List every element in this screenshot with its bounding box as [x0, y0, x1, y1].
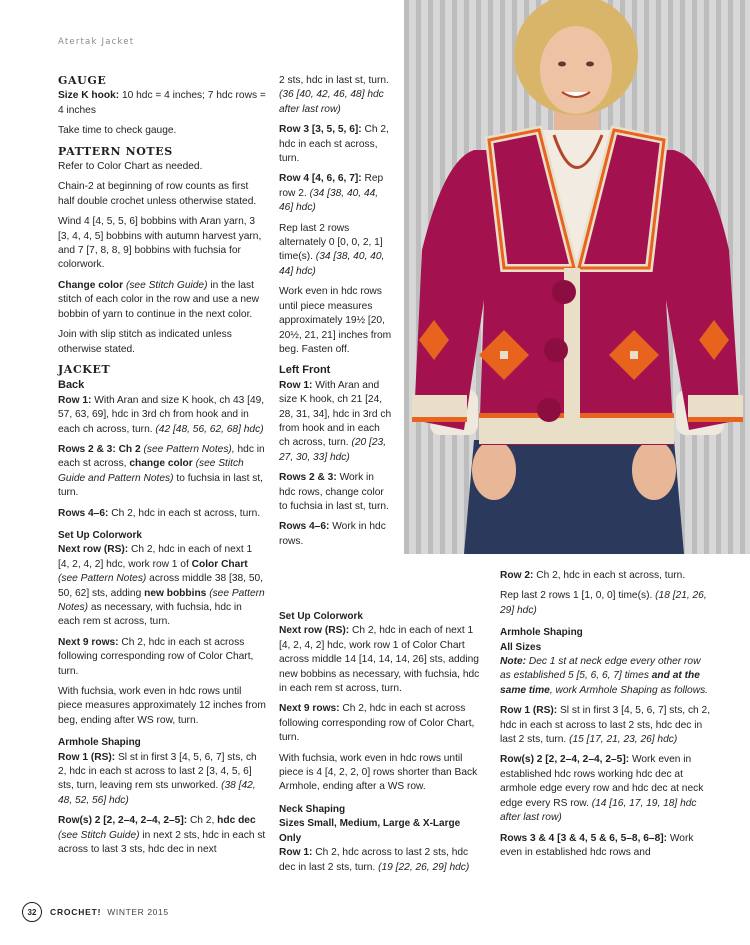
column-2-lower — [279, 610, 485, 881]
button-2 — [544, 338, 568, 362]
note-4: Change color (see Stitch Guide) in the last stitch of each color in the row and use a new bobbin of yarn to continue in the next color. — [58, 279, 260, 320]
back-row-3: Row 3 [3, 5, 5, 6]: Ch 2, hdc in each st across, turn. — [279, 124, 389, 165]
back-next-row: Next row (RS): Ch 2, hdc in each of next 1 [4, 2, 4, 2] hdc, work row 1 of Color Chart (see Pattern Notes) across middle 38 [38, 50, 50, 62] sts, adding new bobbins (see Pattern Notes) as necessary, with fuchsia, hdc in each rem st across, turn. — [58, 544, 265, 628]
magazine-name: CROCHET! — [50, 907, 102, 917]
all-sizes-heading: All Sizes — [500, 641, 542, 653]
note-1: Refer to Color Chart as needed. — [58, 161, 203, 173]
left-front-rows-4-6: Rows 4–6: Work in hdc rows. — [279, 521, 386, 547]
lf-armhole-heading: Armhole Shaping — [500, 627, 583, 639]
lf-armhole-row-1: Row 1 (RS): Sl st in first 3 [4, 5, 6, 7] sts, ch 2, hdc in each st across to last 2 sts, hdc dec in last 2 sts, turn. (15 [17, 21, 23, 26] hdc) — [500, 705, 711, 746]
lf-armhole-rows-3-4: Rows 3 & 4 [3 & 4, 5 & 6, 5–8, 6–8]: Work even in established hdc rows and — [500, 832, 694, 858]
lf-armhole-rows-2: Row(s) 2 [2, 2–4, 2–4, 2–5]: Work even in established hdc rows working hdc dec at armhole edge every row and hdc dec at neck edge every RS row. (14 [16, 17, 19, 18] hdc after last row) — [500, 754, 704, 824]
right-sleeve-orange — [688, 417, 743, 422]
button-1 — [552, 280, 576, 304]
back-rows-2-3: Rows 2 & 3: Ch 2 (see Pattern Notes), hdc in each st across, change color (see Stitch Guide and Pattern Notes) to fuchsia in last st, turn. — [58, 443, 265, 499]
left-front-rows-2-3: Rows 2 & 3: Work in hdc rows, change color to fuchsia in last st, turn. — [279, 472, 389, 512]
left-sleeve-orange — [412, 417, 467, 422]
jacket-illustration — [404, 0, 750, 554]
model-photo — [404, 0, 750, 554]
column-3 — [500, 569, 713, 866]
left-front-row-1: Row 1: With Aran and size K hook, ch 21 [24, 28, 31, 34], hdc in 3rd ch from hook and in each ch across, turn. (20 [23, 27, 30, 33] hdc) — [279, 379, 392, 463]
back-row-4: Row 4 [4, 6, 6, 7]: Rep row 2. (34 [38, 40, 44, 46] hdc) — [279, 173, 384, 214]
gauge-check: Take time to check gauge. — [58, 125, 177, 137]
back-next-9-rows: Next 9 rows: Ch 2, hdc in each st across following corresponding row of Color Chart, turn. — [58, 636, 254, 677]
lf-fuchsia-text: With fuchsia, work even in hdc rows until piece is 4 [4, 2, 2, 0] rows shorter than Back Armhole, ending after a WS row. — [279, 752, 478, 793]
lf-setup-colorwork-heading: Set Up Colorwork — [279, 611, 363, 622]
back-rows-4-6: Rows 4–6: Ch 2, hdc in each st across, turn. — [58, 507, 261, 519]
gauge-text: Size K hook: 10 hdc = 4 inches; 7 hdc rows = 4 inches — [58, 90, 266, 116]
lf-note: Note: Dec 1 st at neck edge every other row as established 5 [5, 6, 6, 7] times and at the same time, work Armhole Shaping as follows. — [500, 656, 709, 696]
jacket-heading: JACKET — [58, 362, 111, 376]
lf-next-9-rows: Next 9 rows: Ch 2, hdc in each st across following corresponding row of Color Chart, turn. — [279, 703, 475, 744]
running-head: Atertak Jacket — [58, 37, 135, 47]
back-continued: 2 sts, hdc in last st, turn. (36 [40, 42, 46, 48] hdc after last row) — [279, 75, 389, 115]
back-heading: Back — [58, 379, 85, 392]
note-5: Join with slip stitch as indicated unless otherwise stated. — [58, 329, 232, 355]
pattern-notes-heading: PATTERN NOTES — [58, 144, 173, 158]
right-hand — [632, 440, 676, 500]
armhole-shaping-heading: Armhole Shaping — [58, 737, 141, 749]
right-eye — [586, 62, 594, 67]
right-sleeve-band — [688, 395, 743, 417]
armhole-rows-2: Row(s) 2 [2, 2–4, 2–4, 2–5]: Ch 2, hdc dec (see Stitch Guide) in next 2 sts, hdc in each st across to last 3 sts, hdc dec in next — [58, 815, 266, 856]
column-2 — [279, 74, 392, 555]
neck-row-1: Row 1: Ch 2, hdc across to last 2 sts, hdc dec in last 2 sts, turn. (19 [22, 26, 29] hdc) — [279, 847, 470, 873]
motif-center-left — [500, 351, 508, 359]
motif-center-right — [630, 351, 638, 359]
back-work-even: Work even in hdc rows until piece measures approximately 19½ [20, 20½, 21, 21] inches from beg. Fasten off. — [279, 286, 392, 355]
page-footer — [22, 902, 169, 922]
back-fuchsia-text: With fuchsia, work even in hdc rows until piece measures approximately 12 inches from beg, ending after WS row, turn. — [58, 686, 266, 726]
issue-name: WINTER 2015 — [107, 907, 169, 917]
back-row-1: Row 1: With Aran and size K hook, ch 43 [49, 57, 63, 69], hdc in 3rd ch from hook and in each ch across, turn. (42 [48, 56, 62, 68] hdc) — [58, 394, 265, 435]
sizes-heading: Sizes Small, Medium, Large & X-Large Only — [279, 818, 461, 844]
setup-colorwork-heading: Set Up Colorwork — [58, 529, 142, 541]
lf-row-2: Row 2: Ch 2, hdc in each st across, turn. — [500, 570, 686, 581]
neck-shaping-heading: Neck Shaping — [279, 803, 346, 815]
page-number: 32 — [22, 902, 42, 922]
note-3: Wind 4 [4, 5, 5, 6] bobbins with Aran yarn, 3 [3, 4, 4, 5] bobbins with autumn harvest yarn, and 7 [7, 8, 8, 9] bobbins with fuchsia for colorwork. — [58, 216, 262, 271]
left-hand — [472, 440, 516, 500]
left-eye — [558, 62, 566, 67]
button-3 — [537, 398, 561, 422]
left-front-heading: Left Front — [279, 364, 331, 377]
lf-next-row: Next row (RS): Ch 2, hdc in each of next 1 [4, 2, 4, 2] hdc, work row 1 of Color Chart across middle 14 [14, 14, 14, 26] sts, adding new bobbins as necessary, with fuchsia, hdc in each rem st across, turn. — [279, 625, 480, 695]
back-repeat: Rep last 2 rows alternately 0 [0, 0, 2, 1] time(s). (34 [38, 40, 40, 44] hdc) — [279, 222, 385, 277]
armhole-row-1: Row 1 (RS): Sl st in first 3 [4, 5, 6, 7] sts, ch 2, hdc in each st across to last 2 [3, 4, 5, 6] sts, turn, leaving rem sts unworked. (38 [42, 48, 52, 56] hdc) — [58, 751, 257, 806]
note-2: Chain-2 at beginning of row counts as first half double crochet unless otherwise stated. — [58, 181, 257, 207]
face — [540, 26, 612, 114]
column-1 — [58, 74, 266, 864]
left-sleeve-band — [412, 395, 467, 417]
lf-repeat: Rep last 2 rows 1 [1, 0, 0] time(s). (18 [21, 26, 29] hdc) — [500, 590, 707, 616]
gauge-heading: GAUGE — [58, 74, 107, 87]
